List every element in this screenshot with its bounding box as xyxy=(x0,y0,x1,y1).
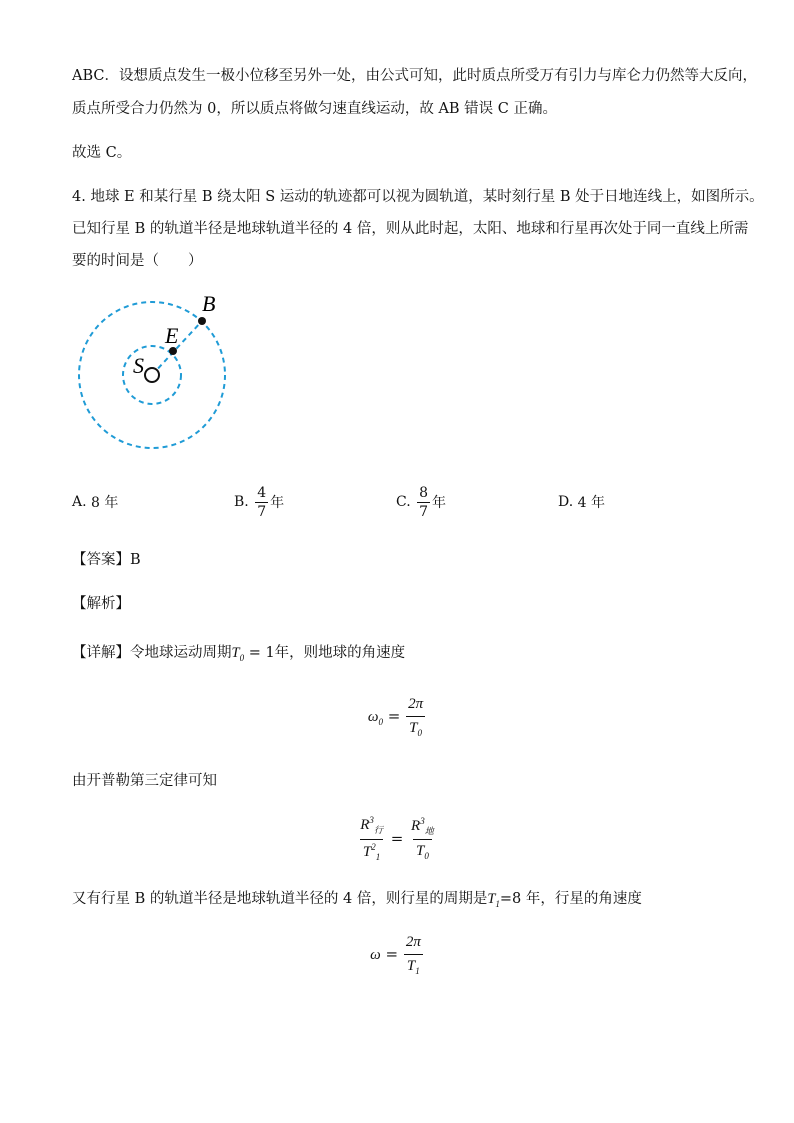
eq2-right-numerator: $R^3_地$ xyxy=(411,815,434,836)
detail-unit: 年 xyxy=(274,645,290,661)
sun-marker xyxy=(145,368,159,382)
eq1-numerator: 2π xyxy=(408,696,424,712)
option-b-numerator: 4 xyxy=(257,484,267,501)
eq2-left-numerator: $R^3_行$ xyxy=(360,815,383,835)
option-d-label: D. xyxy=(558,494,574,510)
planet-line-after: =8 年，行星的角速度 xyxy=(499,891,642,907)
paragraph-conclusion: 故选 C。 xyxy=(72,145,132,161)
eq3-denominator: $T_1$ xyxy=(404,954,423,977)
planet-t1: $T_1$ xyxy=(487,891,500,909)
option-c-numerator: 8 xyxy=(419,484,429,501)
eq1-lhs: $\omega_0$ xyxy=(367,709,383,728)
earth-marker xyxy=(169,347,177,355)
option-b[interactable] xyxy=(234,484,284,520)
paragraph-line-2: 质点所受合力仍然为 0，所以质点将做匀速直线运动，故 AB 错误 C 正确。 xyxy=(72,101,557,117)
option-b-unit: 年 xyxy=(270,495,285,511)
orbit-diagram xyxy=(70,285,240,455)
option-b-denominator: 7 xyxy=(257,503,267,520)
eq2-left-fraction xyxy=(357,816,386,863)
eq1-denominator: $T_0$ xyxy=(406,716,425,739)
detail-t0: $T_0$ xyxy=(231,645,245,663)
option-c-label: C. xyxy=(396,494,411,510)
answer-value: B xyxy=(130,552,141,568)
paragraph-line-1: ABC．设想质点发生一极小位移至另外一处，由公式可知，此时质点所受万有引力与库仑力仍然等大反向， xyxy=(72,68,757,84)
detail-text-before: 令地球运动周期 xyxy=(130,645,232,661)
option-a-label: A. xyxy=(72,494,87,510)
question-line-2: 已知行星 B 的轨道半径是地球轨道半径的 4 倍，则从此时起，太阳、地球和行星再次处于同一直线上所需 xyxy=(72,221,749,237)
option-c-fraction xyxy=(417,486,430,519)
detail-period-eq: = 1 xyxy=(248,645,275,661)
analysis-title: 【解析】 xyxy=(72,596,130,612)
question-line-3: 要的时间是（ ） xyxy=(72,253,203,269)
option-c-unit: 年 xyxy=(432,495,447,511)
option-a[interactable] xyxy=(72,484,118,520)
planet-marker xyxy=(198,317,206,325)
option-b-label: B. xyxy=(234,494,249,510)
eq2-right-denominator: $T_0$ xyxy=(413,839,432,862)
option-c-denominator: 7 xyxy=(419,503,429,520)
question-line-1: 4. 地球 E 和某行星 B 绕太阳 S 运动的轨迹都可以视为圆轨道，某时刻行星 B 处于日地连线上，如图所示。 xyxy=(72,189,764,205)
label-s: S xyxy=(133,353,144,378)
equation-planet-angular-velocity: ω = $\frac{2\pi}{T_1}$ xyxy=(0,934,794,976)
planet-line-before: 又有行星 B 的轨道半径是地球轨道半径的 4 倍，则行星的周期是 xyxy=(72,891,488,907)
equation-kepler: $\frac{R^3_行}{T^2_1}$ = $\frac{R^3_地}{T_0}$ xyxy=(0,816,794,863)
label-e: E xyxy=(165,323,179,348)
eq1-fraction xyxy=(405,696,426,738)
answer-prefix: 【答案】 xyxy=(72,552,130,568)
option-a-text: 8 年 xyxy=(91,495,119,511)
option-b-fraction xyxy=(255,486,268,519)
equation-earth-angular-velocity: $\omega_0$ = $\frac{2\pi}{T_0}$ xyxy=(0,696,794,738)
eq3-lhs: ω xyxy=(370,947,381,964)
option-d[interactable] xyxy=(558,484,605,520)
eq3-fraction xyxy=(403,934,424,976)
detail-text-after: ，则地球的角速度 xyxy=(289,645,406,661)
option-c[interactable] xyxy=(396,484,446,520)
detail-prefix: 【详解】 xyxy=(72,645,130,661)
eq3-numerator: 2π xyxy=(405,934,421,950)
option-d-text: 4 年 xyxy=(577,495,605,511)
planet-period-line xyxy=(72,889,642,914)
answer-line xyxy=(72,550,141,570)
kepler-text: 由开普勒第三定律可知 xyxy=(72,773,217,789)
eq2-right-fraction xyxy=(408,817,437,863)
eq2-left-denominator: $T^2_1$ xyxy=(360,839,383,863)
detail-line xyxy=(72,643,405,668)
label-b: B xyxy=(202,291,216,316)
